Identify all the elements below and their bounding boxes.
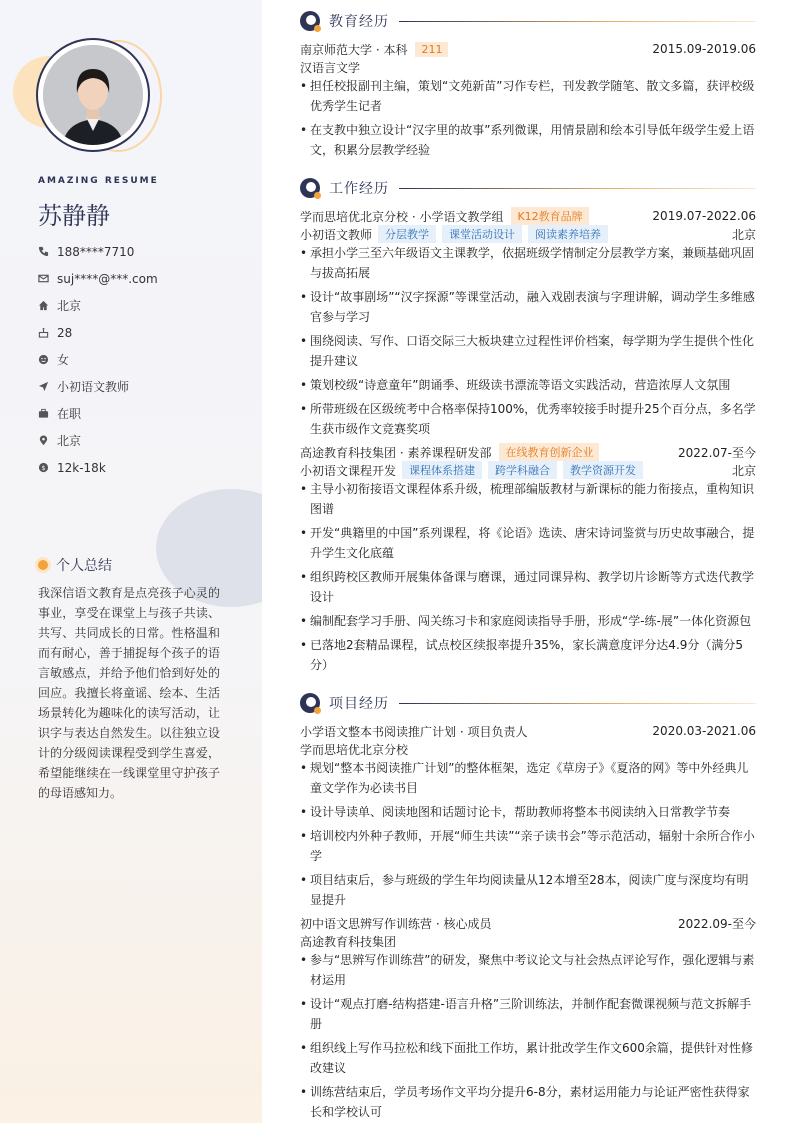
location-pin-icon xyxy=(38,435,49,446)
skill-tag: 跨学科融合 xyxy=(488,461,557,479)
info-age xyxy=(38,319,158,346)
summary-heading xyxy=(38,555,112,575)
gender-icon xyxy=(38,354,49,365)
project-bullet: • 训练营结束后，学员考场作文平均分提升6-8分，素材运用能力与论证严密性获得家长和学校认可 xyxy=(300,1082,756,1122)
info-city xyxy=(38,427,158,454)
skill-tag: 课程体系搭建 xyxy=(402,461,482,479)
project-bullet: • 设计“观点打磨-结构搭建-语言升格”三阶训练法，并制作配套微课视频与范文拆解手册 xyxy=(300,994,756,1034)
company-tag-badge: 在线教育创新企业 xyxy=(499,443,599,461)
job-bullet: • 组织跨校区教师开展集体备课与磨课，通过同课异构、教学切片诊断等方式迭代教学设计 xyxy=(300,567,756,607)
section-title: 教育经历 xyxy=(329,14,389,30)
project-org: 学而思培优北京分校 xyxy=(300,742,409,757)
school-name: 南京师范大学 · 本科 xyxy=(300,42,408,57)
job-bullet: • 所带班级在区级统考中合格率保持100%，优秀率较接手时提升25个百分点，多名学生获市级作文竞赛奖项 xyxy=(300,399,756,439)
education-major-row xyxy=(300,58,756,76)
job-bullet: • 设计“故事剧场”“汉字探源”等课堂活动，融入戏剧表演与字理讲解，调动学生多维感官参与学习 xyxy=(300,287,756,327)
contact-info-list xyxy=(38,238,158,481)
job-bullet: • 开发“典籍里的中国”系列课程，将《论语》选读、唐宋诗词鉴赏与历史故事融合，提升学生文化底蕴 xyxy=(300,523,756,563)
summary-dot-icon xyxy=(38,560,48,570)
education-header-row xyxy=(300,40,756,58)
project-org-row xyxy=(300,740,756,758)
summary-title: 个人总结 xyxy=(56,558,112,574)
project-header-row xyxy=(300,722,756,740)
project-bullet: • 参与“思辨写作训练营”的研发，聚焦中考议论文与社会热点评论写作，强化逻辑与素材运用 xyxy=(300,950,756,990)
job-bullet: • 编制配套学习手册、闯关练习卡和家庭阅读指导手册，形成“学-练-展”一体化资源包 xyxy=(300,611,756,631)
company-tag-badge: K12教育品牌 xyxy=(511,207,588,225)
job-role: 小初语文课程开发 xyxy=(300,463,397,478)
age-icon xyxy=(38,327,49,338)
section-divider xyxy=(399,703,756,704)
job-role-row xyxy=(300,461,756,479)
phone-icon xyxy=(38,246,49,257)
job-bullet: • 策划校级“诗意童年”朗诵季、班级读书漂流等语文实践活动，营造浓厚人文氛围 xyxy=(300,375,756,395)
education-bullet: • 在支教中独立设计“汉字里的故事”系列微课，用情景剧和绘本引导低年级学生爱上语文，积累分层教学经验 xyxy=(300,120,756,160)
job-company: 高途教育科技集团 · 素养课程研发部 xyxy=(300,445,492,460)
person-portrait-icon xyxy=(43,45,143,145)
major: 汉语言文学 xyxy=(300,60,361,75)
education-bullet: • 担任校报副刊主编，策划“文苑新苗”习作专栏，刊发教学随笔、散文多篇，获评校级优秀学生记者 xyxy=(300,76,756,116)
info-position xyxy=(38,373,158,400)
home-icon xyxy=(38,300,49,311)
info-salary xyxy=(38,454,158,481)
job-city: 北京 xyxy=(731,463,756,478)
school-tag-badge: 211 xyxy=(415,42,448,57)
project-name: 初中语文思辨写作训练营 · 核心成员 xyxy=(300,916,492,931)
candidate-name: 苏静静 xyxy=(38,202,110,230)
briefcase-icon xyxy=(38,408,49,419)
info-gender xyxy=(38,346,158,373)
info-gender-text: 女 xyxy=(57,353,70,367)
section-projects-icon xyxy=(300,693,320,713)
info-age-text: 28 xyxy=(57,325,73,340)
info-email-text: suj****@***.com xyxy=(57,271,158,286)
section-projects-header xyxy=(300,692,756,714)
section-work-icon xyxy=(300,178,320,198)
education-date: 2015.09-2019.06 xyxy=(652,42,756,56)
job-header-row xyxy=(300,443,756,461)
project-name: 小学语文整本书阅读推广计划 · 项目负责人 xyxy=(300,724,528,739)
project-org: 高途教育科技集团 xyxy=(300,934,397,949)
salary-icon xyxy=(38,462,49,473)
info-salary-text: 12k-18k xyxy=(57,460,106,475)
job-bullet: • 主导小初衔接语文课程体系升级，梳理部编版教材与新课标的能力衔接点，重构知识图谱 xyxy=(300,479,756,519)
project-date: 2020.03-2021.06 xyxy=(652,724,756,738)
info-address xyxy=(38,292,158,319)
send-icon xyxy=(38,381,49,392)
section-work-header xyxy=(300,177,756,199)
profile-photo xyxy=(43,45,143,145)
email-icon xyxy=(38,273,49,284)
section-education-icon xyxy=(300,11,320,31)
job-role-row xyxy=(300,225,756,243)
skill-tag: 阅读素养培养 xyxy=(528,225,608,243)
project-header-row xyxy=(300,914,756,932)
skill-tag: 分层教学 xyxy=(378,225,436,243)
info-phone-text: 188****7710 xyxy=(57,244,135,259)
info-address-text: 北京 xyxy=(57,299,82,313)
info-status-text: 在职 xyxy=(57,407,82,421)
job-company: 学而思培优北京分校 · 小学语文教学组 xyxy=(300,209,504,224)
skill-tag: 教学资源开发 xyxy=(563,461,643,479)
project-org-row xyxy=(300,932,756,950)
info-email xyxy=(38,265,158,292)
project-bullet: • 培训校内外种子教师，开展“师生共读”“亲子读书会”等示范活动，辐射十余所合作小学 xyxy=(300,826,756,866)
info-phone xyxy=(38,238,158,265)
svg-text:$: $ xyxy=(41,463,46,472)
job-header-row xyxy=(300,207,756,225)
info-position-text: 小初语文教师 xyxy=(57,380,130,394)
job-bullet: • 承担小学三至六年级语文主课教学，依据班级学情制定分层教学方案，兼顾基础巩固与拔高拓展 xyxy=(300,243,756,283)
sidebar xyxy=(0,0,262,1123)
section-divider xyxy=(399,21,756,22)
avatar xyxy=(36,38,150,152)
skill-tag: 课堂活动设计 xyxy=(442,225,522,243)
section-divider xyxy=(399,188,756,189)
info-status xyxy=(38,400,158,427)
project-bullet: • 组织线上写作马拉松和线下面批工作坊，累计批改学生作文600余篇，提供针对性修改建议 xyxy=(300,1038,756,1078)
job-date: 2019.07-2022.06 xyxy=(652,209,756,223)
job-city: 北京 xyxy=(731,227,756,242)
project-bullet: • 设计导读单、阅读地图和话题讨论卡，帮助教师将整本书阅读纳入日常教学节奏 xyxy=(300,802,756,822)
job-date: 2022.07-至今 xyxy=(678,445,756,460)
project-bullet: • 项目结束后，参与班级的学生年均阅读量从12本增至28本，阅读广度与深度均有明显提升 xyxy=(300,870,756,910)
section-education-header xyxy=(300,10,756,32)
job-role: 小初语文教师 xyxy=(300,227,373,242)
project-date: 2022.09-至今 xyxy=(678,916,756,931)
section-title: 工作经历 xyxy=(329,181,389,197)
job-bullet: • 围绕阅读、写作、口语交际三大板块建立过程性评价档案，每学期为学生提供个性化提升建议 xyxy=(300,331,756,371)
info-city-text: 北京 xyxy=(57,434,82,448)
job-bullet: • 已落地2套精品课程，试点校区续报率提升35%，家长满意度评分达4.9分（满分5分） xyxy=(300,635,756,675)
project-bullet: • 规划“整本书阅读推广计划”的整体框架，选定《草房子》《夏洛的网》等中外经典儿童文学作为必读书目 xyxy=(300,758,756,798)
summary-text: 我深信语文教育是点亮孩子心灵的事业，享受在课堂上与孩子共读、共写、共同成长的日常。性格温和而有耐心，善于捕捉每个孩子的语言敏感点，并给予他们恰到好处的回应。我擅长将童谣、绘本、生活场景转化为趣味化的读写活动，让识字与表达自然发生。以往独立设计的分级阅读课程受到学生喜爱，希望能继续在一线课堂里守护孩子的母语感知力。 xyxy=(38,586,220,800)
resume-tagline: AMAZING RESUME xyxy=(38,176,159,186)
section-title: 项目经历 xyxy=(329,696,389,712)
